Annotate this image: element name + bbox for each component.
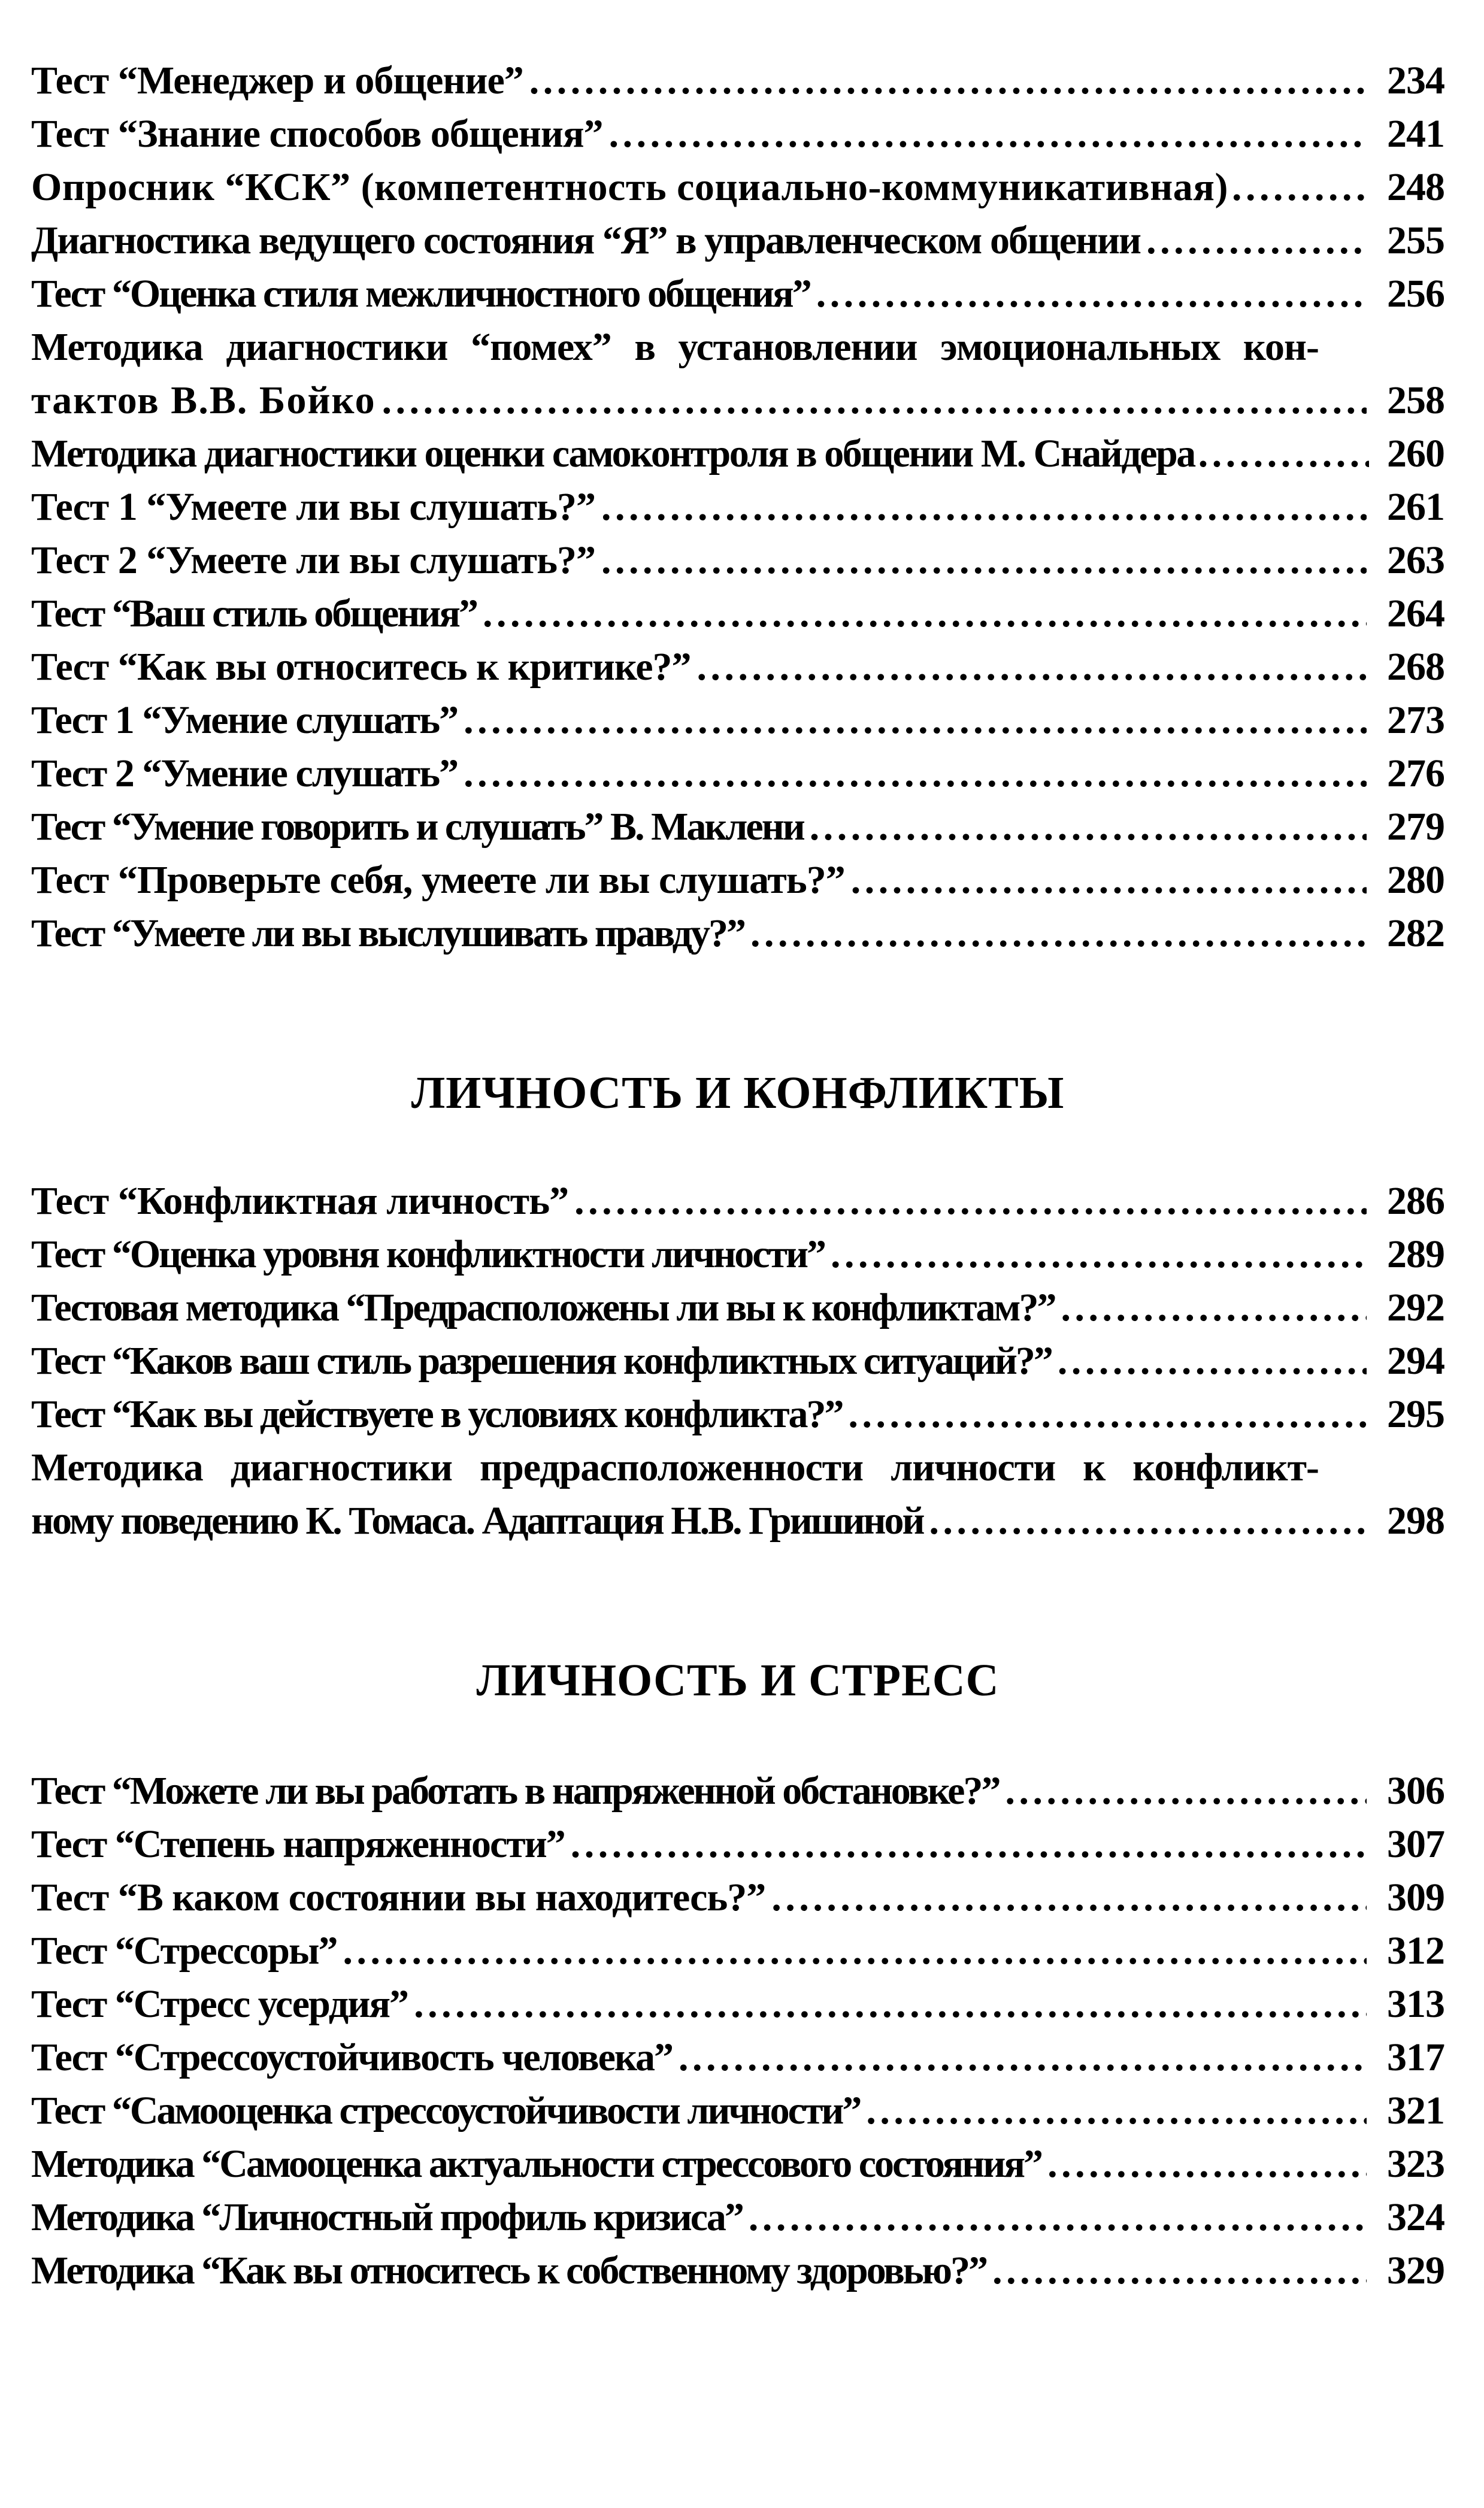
toc-entry-last-line (31, 374, 1444, 427)
dot-leader (382, 374, 1367, 427)
toc-entry (31, 2031, 1444, 2084)
toc-entry-page: 294 (1387, 1339, 1444, 1383)
toc-entry-page: 289 (1387, 1232, 1444, 1276)
section-heading-conflicts: ЛИЧНОСТЬ И КОНФЛИКТЫ (411, 1068, 1065, 1118)
toc-entry (31, 1388, 1444, 1441)
toc-entry-title-line1: Методика диагностики “помех” в установлении эмоциональных кон- (31, 325, 1319, 369)
toc-entry-title: Тестовая методика “Предрасположены ли вы к конфликтам?” (31, 1286, 1055, 1329)
toc-entry (31, 587, 1444, 640)
toc-list-intro (31, 54, 1444, 960)
toc-entry-title: Тест “Как вы действуете в условиях конфликта?” (31, 1392, 843, 1436)
toc-entry (31, 853, 1444, 907)
toc-entry-title-line2: тактов В.В. Бойко (31, 378, 376, 422)
toc-entry-page: 241 (1387, 112, 1444, 156)
toc-entry-page: 248 (1387, 165, 1444, 209)
toc-entry-page: 260 (1387, 432, 1444, 475)
toc-entry-page: 258 (1387, 378, 1444, 422)
toc-entry-title: Тест “Как вы относитесь к критике?” (31, 645, 691, 689)
dot-leader (866, 2084, 1367, 2137)
dot-leader (810, 800, 1367, 853)
toc-entry-page: 307 (1387, 1822, 1444, 1866)
dot-leader (1061, 1281, 1367, 1334)
dot-leader (571, 1818, 1367, 1871)
toc-entry-title: Тест “Менеджер и общение” (31, 59, 523, 102)
dot-leader (574, 1174, 1367, 1228)
toc-entry (31, 747, 1444, 800)
toc-list-stress (31, 1764, 1444, 2297)
toc-entry-page: 280 (1387, 858, 1444, 902)
toc-entry-title-line1: Методика диагностики предрасположенности личности к конфликт- (31, 1446, 1319, 1489)
dot-leader (1047, 2137, 1367, 2191)
toc-entry-title: Тест “Каков ваш стиль разрешения конфликтных ситуаций?” (31, 1339, 1052, 1383)
toc-entry (31, 2137, 1444, 2191)
toc-entry-page: 261 (1387, 485, 1444, 529)
toc-entry (31, 2191, 1444, 2244)
toc-entry-page: 282 (1387, 911, 1444, 955)
dot-leader (750, 907, 1367, 960)
dot-leader (529, 54, 1367, 107)
toc-entry-title: Методика “Как вы относитесь к собственному здоровью?” (31, 2249, 987, 2292)
section-heading-stress: ЛИЧНОСТЬ И СТРЕСС (476, 1655, 1000, 1706)
toc-entry-title: Методика “Личностный профиль кризиса” (31, 2195, 743, 2239)
toc-entry-page: 276 (1387, 752, 1444, 795)
toc-entry (31, 160, 1444, 214)
toc-entry-title: Тест “Знание способов общения” (31, 112, 603, 156)
toc-entry-page: 324 (1387, 2195, 1444, 2239)
toc-entry-page: 279 (1387, 805, 1444, 849)
dot-leader (679, 2031, 1367, 2084)
toc-entry-title: Методика диагностики оценки самоконтроля в общении М. Снайдера (31, 432, 1195, 475)
toc-entry-page: 309 (1387, 1876, 1444, 1919)
dot-leader (771, 1871, 1367, 1924)
toc-entry (31, 54, 1444, 107)
dot-leader (343, 1924, 1367, 1977)
dot-leader (1005, 1764, 1367, 1818)
toc-entry-page: 317 (1387, 2036, 1444, 2079)
toc-entry-title-line2: ному поведению К. Томаса. Адаптация Н.В. Гришиной (31, 1499, 923, 1543)
toc-entry-page: 256 (1387, 272, 1444, 316)
toc-entry-title: Тест “Умение говорить и слушать” В. Маклени (31, 805, 804, 849)
toc-entry-title: Тест 2 “Умеете ли вы слушать?” (31, 538, 595, 582)
dot-leader (1198, 427, 1369, 480)
toc-entry-title: Тест “Стрессоустойчивость человека” (31, 2036, 673, 2079)
toc-entry (31, 1977, 1444, 2031)
toc-entry (31, 1764, 1444, 1818)
toc-entry (31, 2244, 1444, 2297)
toc-entry (31, 1281, 1444, 1334)
dot-leader (697, 640, 1367, 693)
toc-entry (31, 1818, 1444, 1871)
toc-list-conflicts (31, 1174, 1444, 1547)
dot-leader (483, 587, 1367, 640)
dot-leader (749, 2191, 1367, 2244)
toc-entry-title: Тест “Можете ли вы работать в напряженной обстановке?” (31, 1769, 1000, 1813)
dot-leader (848, 1388, 1367, 1441)
toc-entry (31, 693, 1444, 747)
toc-entry (31, 1441, 1444, 1547)
dot-leader (601, 480, 1367, 534)
toc-entry-title: Тест 2 “Умение слушать” (31, 752, 458, 795)
dot-leader (929, 1494, 1367, 1547)
toc-entry-title: Тест “В каком состоянии вы находитесь?” (31, 1876, 766, 1919)
dot-leader (1232, 160, 1369, 214)
dot-leader (1058, 1334, 1367, 1388)
toc-entry-page: 312 (1387, 1929, 1444, 1973)
toc-entry-page: 313 (1387, 1982, 1444, 2026)
toc-entry-title: Тест “Конфликтная личность” (31, 1179, 569, 1223)
dot-leader (992, 2244, 1367, 2297)
dot-leader (1146, 214, 1367, 267)
toc-entry (31, 534, 1444, 587)
toc-entry (31, 1228, 1444, 1281)
dot-leader (831, 1228, 1367, 1281)
toc-entry-page: 295 (1387, 1392, 1444, 1436)
toc-entry-page: 255 (1387, 219, 1444, 262)
toc-entry-title: Тест “Умеете ли вы выслушивать правду?” (31, 911, 744, 955)
toc-entry-page: 323 (1387, 2142, 1444, 2186)
dot-leader (414, 1977, 1367, 2031)
toc-entry (31, 2084, 1444, 2137)
toc-entry (31, 480, 1444, 534)
toc-entry-title: Тест 1 “Умеете ли вы слушать?” (31, 485, 595, 529)
dot-leader (601, 534, 1367, 587)
dot-leader (816, 267, 1367, 320)
toc-entry (31, 1924, 1444, 1977)
toc-entry (31, 107, 1444, 160)
toc-entry (31, 1334, 1444, 1388)
toc-entry (31, 320, 1444, 427)
toc-entry-title: Тест “Проверьте себя, умеете ли вы слушать?” (31, 858, 845, 902)
toc-entry-page: 329 (1387, 2249, 1444, 2292)
toc-entry (31, 267, 1444, 320)
toc-entry-page: 292 (1387, 1286, 1444, 1329)
toc-entry-title: Тест “Степень напряженности” (31, 1822, 565, 1866)
dot-leader (464, 693, 1367, 747)
toc-entry-title: Опросник “КСК” (компетентность социально-коммуникативная) (31, 165, 1228, 209)
toc-entry (31, 214, 1444, 267)
toc-entry-title: Тест “Самооценка стрессоустойчивости личности” (31, 2089, 861, 2133)
toc-entry-page: 298 (1387, 1499, 1444, 1543)
toc-entry (31, 1174, 1444, 1228)
toc-entry-page: 234 (1387, 59, 1444, 102)
toc-entry (31, 640, 1444, 693)
toc-entry-title: Тест “Оценка стиля межличностного общения” (31, 272, 810, 316)
toc-entry (31, 800, 1444, 853)
toc-entry-title: Тест “Ваш стиль общения” (31, 592, 477, 635)
toc-entry-page: 306 (1387, 1769, 1444, 1813)
toc-entry-title: Тест “Стрессоры” (31, 1929, 337, 1973)
toc-page (31, 54, 1444, 2297)
toc-entry-title: Диагностика ведущего состояния “Я” в управленческом общении (31, 219, 1141, 262)
toc-entry-page: 268 (1387, 645, 1444, 689)
dot-leader (464, 747, 1367, 800)
toc-entry-last-line (31, 1494, 1444, 1547)
toc-entry-page: 286 (1387, 1179, 1444, 1223)
toc-entry-page: 321 (1387, 2089, 1444, 2133)
toc-entry-page: 273 (1387, 698, 1444, 742)
toc-entry-title: Методика “Самооценка актуальности стрессового состояния” (31, 2142, 1042, 2186)
toc-entry (31, 427, 1444, 480)
toc-entry (31, 907, 1444, 960)
toc-entry-page: 264 (1387, 592, 1444, 635)
toc-entry-title: Тест 1 “Умение слушать” (31, 698, 458, 742)
toc-entry (31, 1871, 1444, 1924)
dot-leader (609, 107, 1367, 160)
dot-leader (851, 853, 1367, 907)
toc-entry-page: 263 (1387, 538, 1444, 582)
toc-entry-title: Тест “Стресс усердия” (31, 1982, 408, 2026)
toc-entry-title: Тест “Оценка уровня конфликтности личности” (31, 1232, 825, 1276)
